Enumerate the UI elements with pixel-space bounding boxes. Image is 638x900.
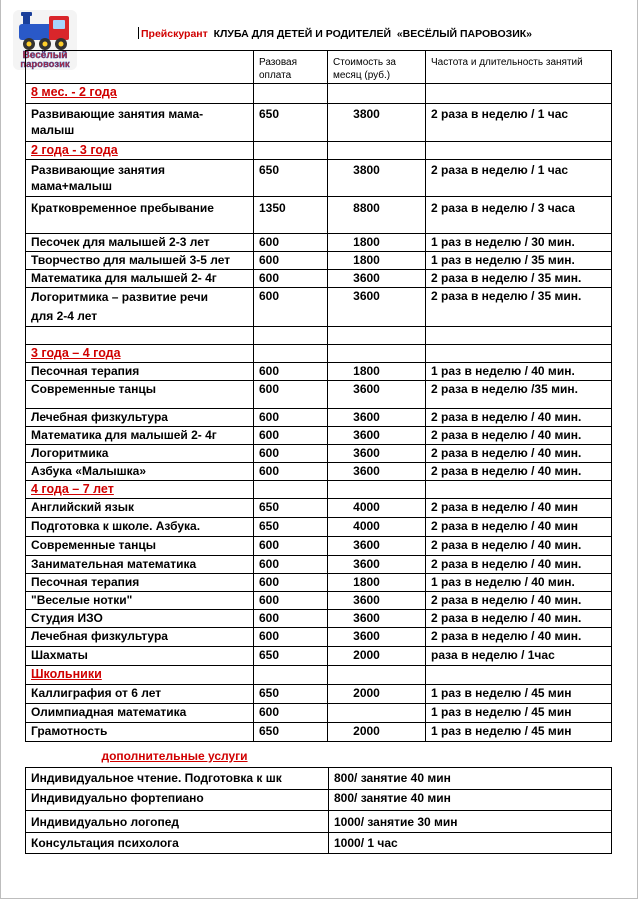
service-name: Английский язык (26, 499, 254, 518)
monthly-price: 3600 (328, 463, 426, 481)
single-price: 600 (254, 592, 328, 610)
section-title: 4 года – 7 лет (26, 481, 254, 499)
service-name: Занимательная математика (26, 556, 254, 574)
table-cell (328, 327, 426, 345)
single-price: 600 (254, 556, 328, 574)
single-price: 600 (254, 363, 328, 381)
table-cell (426, 84, 612, 104)
monthly-price: 3600 (328, 409, 426, 427)
section-title: Школьники (26, 666, 254, 685)
extra-services-table (25, 748, 612, 854)
extra-service-price: 800/ занятие 40 мин (329, 767, 612, 789)
monthly-price: 3600 (328, 537, 426, 556)
table-cell (254, 327, 328, 345)
frequency: 2 раза в неделю / 40 мин (426, 499, 612, 518)
monthly-price: 1800 (328, 363, 426, 381)
extra-row (26, 810, 612, 832)
single-price: 650 (254, 160, 328, 197)
service-name: Логоритмика – развитие речи для 2-4 лет (26, 288, 254, 327)
extra-row (26, 832, 612, 853)
table-cell (328, 666, 426, 685)
frequency: 2 раза в неделю / 40 мин. (426, 445, 612, 463)
single-price: 600 (254, 234, 328, 252)
frequency: 1 раз в неделю / 45 мин (426, 685, 612, 704)
frequency: 2 раза в неделю / 40 мин. (426, 592, 612, 610)
table-cell (426, 666, 612, 685)
extra-service-name: Консультация психолога (26, 832, 329, 853)
monthly-price: 3600 (328, 445, 426, 463)
section-row (26, 666, 612, 685)
table-cell (426, 345, 612, 363)
single-price: 600 (254, 610, 328, 628)
service-name: Кратковременное пребывание (26, 197, 254, 234)
single-price: 650 (254, 499, 328, 518)
empty-row (26, 327, 612, 345)
table-row (26, 104, 612, 142)
table-cell (426, 481, 612, 499)
frequency: 2 раза в неделю / 1 час (426, 104, 612, 142)
single-price: 1350 (254, 197, 328, 234)
table-row (26, 234, 612, 252)
table-row (26, 518, 612, 537)
service-name: Логоритмика (26, 445, 254, 463)
title-part1: Прейскурант (141, 28, 208, 40)
section-row (26, 481, 612, 499)
single-price: 600 (254, 427, 328, 445)
single-price: 600 (254, 537, 328, 556)
frequency: 1 раз в неделю / 40 мин. (426, 363, 612, 381)
service-name: Современные танцы (26, 381, 254, 409)
frequency: 2 раза в неделю / 40 мин. (426, 610, 612, 628)
monthly-price: 2000 (328, 647, 426, 666)
monthly-price: 3600 (328, 288, 426, 327)
table-cell (254, 666, 328, 685)
table-cell (254, 84, 328, 104)
price-table (22, 50, 612, 742)
monthly-price: 4000 (328, 499, 426, 518)
service-name: Развивающие занятия мама- малыш (26, 104, 254, 142)
extra-header-row (26, 748, 612, 767)
service-name: Лечебная физкультура (26, 628, 254, 647)
single-price: 650 (254, 647, 328, 666)
header-monthly-price: Стоимость за месяц (руб.) (328, 51, 426, 84)
table-row (26, 252, 612, 270)
single-price: 600 (254, 463, 328, 481)
single-price: 650 (254, 518, 328, 537)
frequency: 2 раза в неделю / 40 мин (426, 518, 612, 537)
monthly-price: 3600 (328, 270, 426, 288)
table-row (26, 537, 612, 556)
service-name: Олимпиадная математика (26, 704, 254, 723)
frequency: 2 раза в неделю / 1 час (426, 160, 612, 197)
service-name: Лечебная физкультура (26, 409, 254, 427)
single-price: 600 (254, 445, 328, 463)
extra-service-name: Индивидуальное чтение. Подготовка к шк (26, 767, 329, 789)
monthly-price: 3600 (328, 628, 426, 647)
frequency: 2 раза в неделю / 35 мин. (426, 288, 612, 327)
frequency: 2 раза в неделю / 40 мин. (426, 537, 612, 556)
table-row (26, 592, 612, 610)
single-price: 600 (254, 628, 328, 647)
header-single-price: Разовая оплата (254, 51, 328, 84)
single-price: 650 (254, 723, 328, 742)
frequency: 1 раз в неделю / 35 мин. (426, 252, 612, 270)
single-price: 650 (254, 685, 328, 704)
table-row (26, 409, 612, 427)
monthly-price: 2000 (328, 685, 426, 704)
table-row (26, 270, 612, 288)
monthly-price: 2000 (328, 723, 426, 742)
monthly-price: 3800 (328, 104, 426, 142)
service-name: Математика для малышей 2- 4г (26, 427, 254, 445)
monthly-price: 4000 (328, 518, 426, 537)
service-name: Развивающие занятия мама+малыш (26, 160, 254, 197)
service-name: Песочная терапия (26, 363, 254, 381)
table-row (26, 197, 612, 234)
logo-text-line1: Весёлый (22, 50, 68, 61)
service-name: Математика для малышей 2- 4г (26, 270, 254, 288)
frequency: раза в неделю / 1час (426, 647, 612, 666)
extra-row (26, 789, 612, 810)
table-row (26, 463, 612, 481)
table-row (26, 723, 612, 742)
single-price: 600 (254, 381, 328, 409)
table-row (26, 556, 612, 574)
frequency: 2 раза в неделю / 3 часа (426, 197, 612, 234)
table-row (26, 574, 612, 592)
frequency: 1 раз в неделю / 45 мин (426, 704, 612, 723)
service-name: Азбука «Малышка» (26, 463, 254, 481)
service-name: Подготовка к школе. Азбука. (26, 518, 254, 537)
table-cell (328, 345, 426, 363)
table-cell (328, 481, 426, 499)
service-name: Каллиграфия от 6 лет (26, 685, 254, 704)
page-title (138, 27, 532, 40)
extra-service-price: 800/ занятие 40 мин (329, 789, 612, 810)
table-cell (254, 481, 328, 499)
frequency: 2 раза в неделю /35 мин. (426, 381, 612, 409)
service-name: Песочек для малышей 2-3 лет (26, 234, 254, 252)
frequency: 1 раз в неделю / 45 мин (426, 723, 612, 742)
section-row (26, 84, 612, 104)
table-row (26, 363, 612, 381)
frequency: 2 раза в неделю / 40 мин. (426, 427, 612, 445)
extra-service-price: 1000/ 1 час (329, 832, 612, 853)
section-title: 2 года - 3 года (26, 142, 254, 160)
table-row (26, 628, 612, 647)
single-price: 600 (254, 270, 328, 288)
table-row (26, 647, 612, 666)
frequency: 2 раза в неделю / 35 мин. (426, 270, 612, 288)
frequency: 2 раза в неделю / 40 мин. (426, 409, 612, 427)
service-name: "Веселые нотки" (26, 592, 254, 610)
table-cell (254, 345, 328, 363)
monthly-price: 3600 (328, 556, 426, 574)
frequency: 2 раза в неделю / 40 мин. (426, 463, 612, 481)
monthly-price (328, 704, 426, 723)
monthly-price: 3800 (328, 160, 426, 197)
extra-services-title: дополнительные услуги (26, 748, 329, 767)
table-cell (426, 142, 612, 160)
table-row (26, 445, 612, 463)
single-price: 650 (254, 104, 328, 142)
table-row (26, 610, 612, 628)
table-cell (328, 142, 426, 160)
logo-text-line2: паровозик (20, 59, 70, 70)
table-cell (426, 327, 612, 345)
header-row (26, 51, 612, 84)
header-frequency: Частота и длительность занятий (426, 51, 612, 84)
table-cell (329, 748, 612, 767)
service-name: Шахматы (26, 647, 254, 666)
service-name: Грамотность (26, 723, 254, 742)
title-part2: КЛУБА ДЛЯ ДЕТЕЙ И РОДИТЕЛЕЙ (213, 28, 391, 40)
single-price: 600 (254, 574, 328, 592)
monthly-price: 3600 (328, 381, 426, 409)
extra-service-name: Индивидуально логопед (26, 810, 329, 832)
monthly-price: 1800 (328, 234, 426, 252)
service-name: Песочная терапия (26, 574, 254, 592)
monthly-price: 1800 (328, 252, 426, 270)
header-empty (26, 51, 254, 84)
monthly-price: 3600 (328, 592, 426, 610)
single-price: 600 (254, 288, 328, 327)
monthly-price: 3600 (328, 427, 426, 445)
table-row (26, 160, 612, 197)
table-row (26, 288, 612, 327)
text-cursor (138, 27, 139, 39)
single-price: 600 (254, 704, 328, 723)
section-row (26, 142, 612, 160)
single-price: 600 (254, 409, 328, 427)
frequency: 1 раз в неделю / 30 мин. (426, 234, 612, 252)
table-row (26, 499, 612, 518)
table-row (26, 685, 612, 704)
monthly-price: 3600 (328, 610, 426, 628)
monthly-price: 1800 (328, 574, 426, 592)
service-name: Студия ИЗО (26, 610, 254, 628)
table-cell (26, 327, 254, 345)
frequency: 2 раза в неделю / 40 мин. (426, 556, 612, 574)
service-name: Современные танцы (26, 537, 254, 556)
section-title: 8 мес. - 2 года (26, 84, 254, 104)
extra-service-name: Индивидуально фортепиано (26, 789, 329, 810)
service-name: Творчество для малышей 3-5 лет (26, 252, 254, 270)
extra-row (26, 767, 612, 789)
frequency: 1 раз в неделю / 40 мин. (426, 574, 612, 592)
section-row (26, 345, 612, 363)
single-price: 600 (254, 252, 328, 270)
extra-service-price: 1000/ занятие 30 мин (329, 810, 612, 832)
table-row (26, 427, 612, 445)
section-title: 3 года – 4 года (26, 345, 254, 363)
table-row (26, 704, 612, 723)
frequency: 2 раза в неделю / 40 мин. (426, 628, 612, 647)
table-cell (328, 84, 426, 104)
table-cell (254, 142, 328, 160)
table-row (26, 381, 612, 409)
monthly-price: 8800 (328, 197, 426, 234)
title-part3: «ВЕСЁЛЫЙ ПАРОВОЗИК» (396, 28, 533, 40)
